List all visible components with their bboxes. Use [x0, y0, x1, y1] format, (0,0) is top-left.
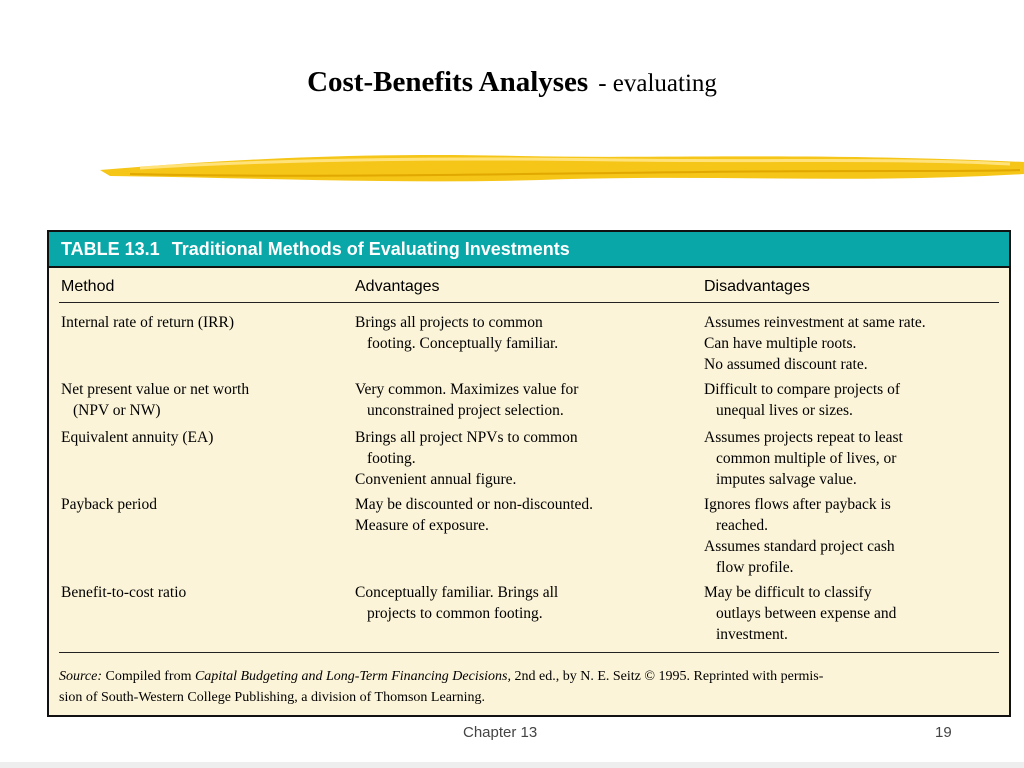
row-2-disadvantages: Difficult to compare projects of unequal lives or sizes. [704, 381, 900, 419]
row-2-advantages: Very common. Maximizes value for unconstrained project selection. [355, 381, 579, 419]
row-4-method: Payback period [61, 496, 157, 513]
row-2-method: Net present value or net worth (NPV or NW) [61, 381, 250, 419]
slide-title [0, 66, 1024, 99]
column-header-method: Method [61, 278, 115, 295]
row-5-disadvantages: May be difficult to classify outlays between expense and investment. [704, 584, 897, 643]
row-4-disadvantages: Ignores flows after payback is reached. Assumes standard project cash flow profile. [704, 496, 895, 576]
table-title-bar [49, 232, 1009, 268]
slide-title-main: Cost-Benefits Analyses [307, 66, 589, 98]
footer-chapter: Chapter 13 [463, 724, 538, 741]
brush-stroke-decoration [100, 148, 1024, 192]
table-source-note: Source: Compiled from Capital Budgeting and Long-Term Financing Decisions, 2nd ed., by N. E. Seitz © 1995. Reprinted with permis- sion of South-Western College Publishing, a division of Thomson Learning. [59, 669, 824, 705]
row-3-disadvantages: Assumes projects repeat to least common multiple of lives, or imputes salvage value. [704, 429, 903, 488]
slide-title-sub: - evaluating [598, 70, 717, 97]
row-1-disadvantages: Assumes reinvestment at same rate. Can have multiple roots. No assumed discount rate. [704, 314, 926, 373]
page-number: 19 [935, 724, 952, 741]
footer-rule [59, 652, 999, 653]
row-5-advantages: Conceptually familiar. Brings all projects to common footing. [355, 584, 559, 622]
table-number: TABLE 13.1 [61, 239, 160, 259]
bottom-bar [0, 762, 1024, 768]
row-1-advantages: Brings all projects to common footing. Conceptually familiar. [355, 314, 559, 352]
row-3-advantages: Brings all project NPVs to common footing. Convenient annual figure. [355, 429, 578, 488]
table-column-headers [49, 268, 1009, 306]
table-title: Traditional Methods of Evaluating Investments [171, 239, 570, 259]
header-rule [59, 302, 999, 303]
row-5-method: Benefit-to-cost ratio [61, 584, 187, 601]
row-3-method: Equivalent annuity (EA) [61, 429, 214, 446]
column-header-advantages: Advantages [355, 278, 440, 295]
table-13-1 [47, 230, 1011, 717]
column-header-disadvantages: Disadvantages [704, 278, 810, 295]
row-1-method: Internal rate of return (IRR) [61, 314, 235, 331]
row-4-advantages: May be discounted or non-discounted. Measure of exposure. [355, 496, 594, 534]
